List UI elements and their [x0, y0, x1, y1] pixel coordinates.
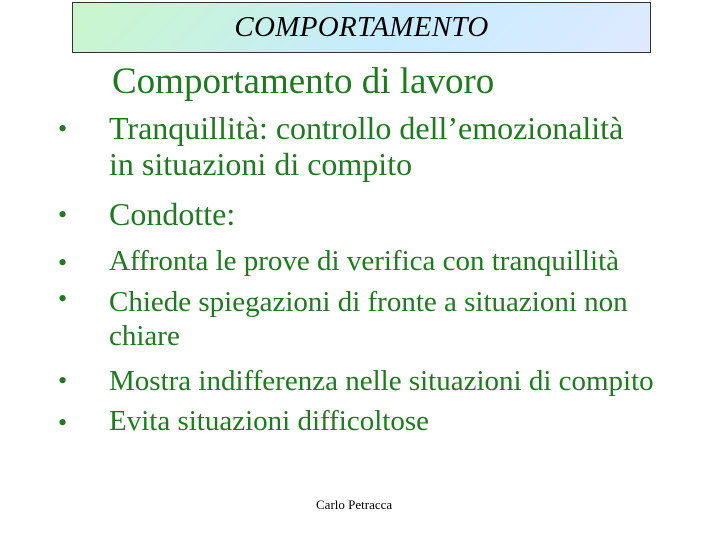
bullet-marker-5: • — [58, 366, 68, 395]
list-item — [109, 404, 429, 438]
list-item — [109, 110, 623, 182]
list-item-line: in situazioni di compito — [109, 146, 413, 182]
list-item-line: Tranquillità: controllo dell’emozionalità — [109, 110, 624, 146]
footer-author: Carlo Petracca — [316, 497, 393, 512]
bullet-marker-2: • — [58, 200, 68, 229]
slide-title: COMPORTAMENTO — [234, 11, 489, 43]
bullet-marker-4: • — [58, 284, 68, 313]
list-item-line: Condotte: — [109, 196, 236, 232]
list-item-line: chiare — [109, 320, 180, 352]
list-item-line: Mostra indifferenza nelle situazioni di compito — [109, 365, 654, 397]
list-item — [109, 196, 235, 232]
bullet-marker-6: • — [58, 408, 68, 437]
list-item-line: Chiede spiegazioni di fronte a situazioni non — [109, 286, 628, 318]
slide-title-box — [72, 2, 651, 53]
list-item — [109, 285, 628, 353]
bullet-marker-3: • — [58, 248, 68, 277]
list-item — [109, 244, 619, 278]
bullet-marker-1: • — [58, 114, 68, 143]
list-item-line: Affronta le prove di verifica con tranquillità — [109, 245, 619, 277]
list-item — [109, 364, 654, 398]
list-item-line: Evita situazioni difficoltose — [109, 405, 430, 437]
section-heading: Comportamento di lavoro — [112, 61, 495, 102]
